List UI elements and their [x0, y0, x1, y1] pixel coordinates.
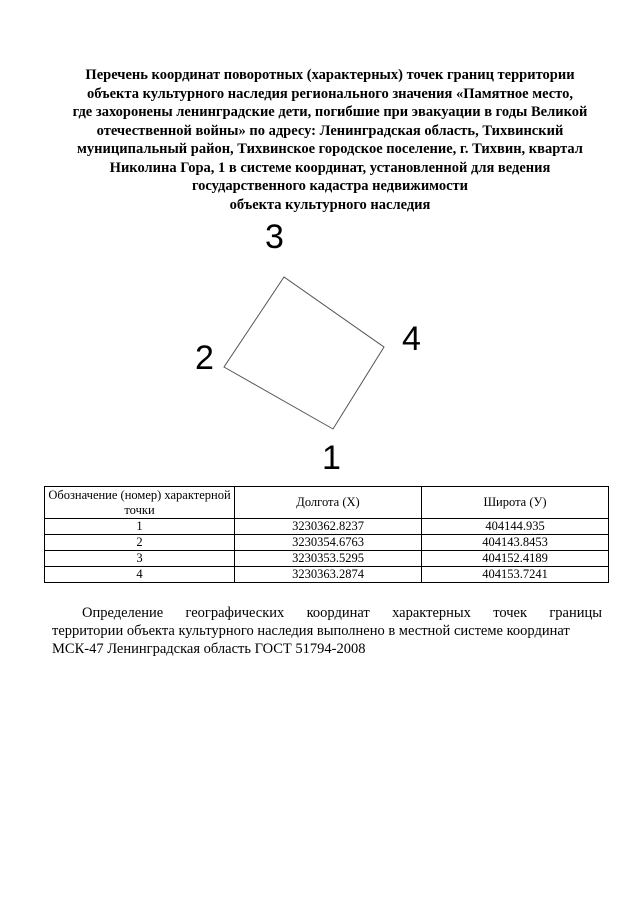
title-line: муниципальный район, Тихвинское городское поселение, г. Тихвин, квартал [77, 141, 583, 157]
table-cell: 3230354.6763 [235, 535, 422, 551]
coordinate-system-note [52, 604, 602, 658]
point-label-2: 2 [195, 339, 214, 377]
title-line: отечественной войны» по адресу: Ленинградская область, Тихвинский [96, 122, 564, 139]
note-line-3: МСК-47 Ленинградская область ГОСТ 51794-2008 [52, 641, 366, 657]
note-line-1 [52, 604, 602, 622]
title-line: государственного кадастра недвижимости [191, 178, 469, 194]
table-cell: 404152.4189 [422, 551, 609, 567]
table-cell: 4 [45, 567, 235, 583]
table-row [45, 567, 609, 583]
note-word: географических [185, 605, 285, 621]
note-line-2: территории объекта культурного наследия выполнено в местной системе координат [52, 623, 570, 639]
point-label-3: 3 [265, 218, 284, 256]
table-cell: 404153.7241 [422, 567, 609, 583]
note-word: границы [549, 605, 602, 621]
boundary-polygon [224, 277, 384, 429]
table-cell: 2 [45, 535, 235, 551]
column-header-point: Обозначение (номер) характерной точки [45, 487, 235, 519]
note-word: характерных [392, 605, 471, 621]
table-row [45, 551, 609, 567]
table-row [45, 519, 609, 535]
table-cell: 3230362.8237 [235, 519, 422, 535]
point-label-4: 4 [402, 320, 421, 358]
column-header-longitude: Долгота (X) [235, 487, 422, 519]
column-header-latitude: Широта (У) [422, 487, 609, 519]
title-line: объекта культурного наследия регионального значения «Памятное место, [87, 85, 573, 102]
title-line: где захоронены ленинградские дети, погибшие при эвакуации в годы Великой [72, 104, 588, 120]
table-cell: 3 [45, 551, 235, 567]
title-line: объекта культурного наследия [229, 196, 431, 213]
title-line: Перечень координат поворотных (характерных) точек границ территории [85, 67, 575, 83]
table-cell: 3230363.2874 [235, 567, 422, 583]
table-cell: 404144.935 [422, 519, 609, 535]
table-cell: 3230353.5295 [235, 551, 422, 567]
coordinates-table [44, 486, 609, 583]
table-row [45, 535, 609, 551]
table-cell: 1 [45, 519, 235, 535]
table-header-row [45, 487, 609, 519]
note-word: точек [493, 605, 528, 621]
title-line: Николина Гора, 1 в системе координат, установленной для ведения [109, 159, 551, 176]
note-word: Определение [82, 605, 164, 621]
point-label-1: 1 [322, 439, 341, 477]
note-word: координат [306, 605, 370, 621]
table-cell: 404143.8453 [422, 535, 609, 551]
